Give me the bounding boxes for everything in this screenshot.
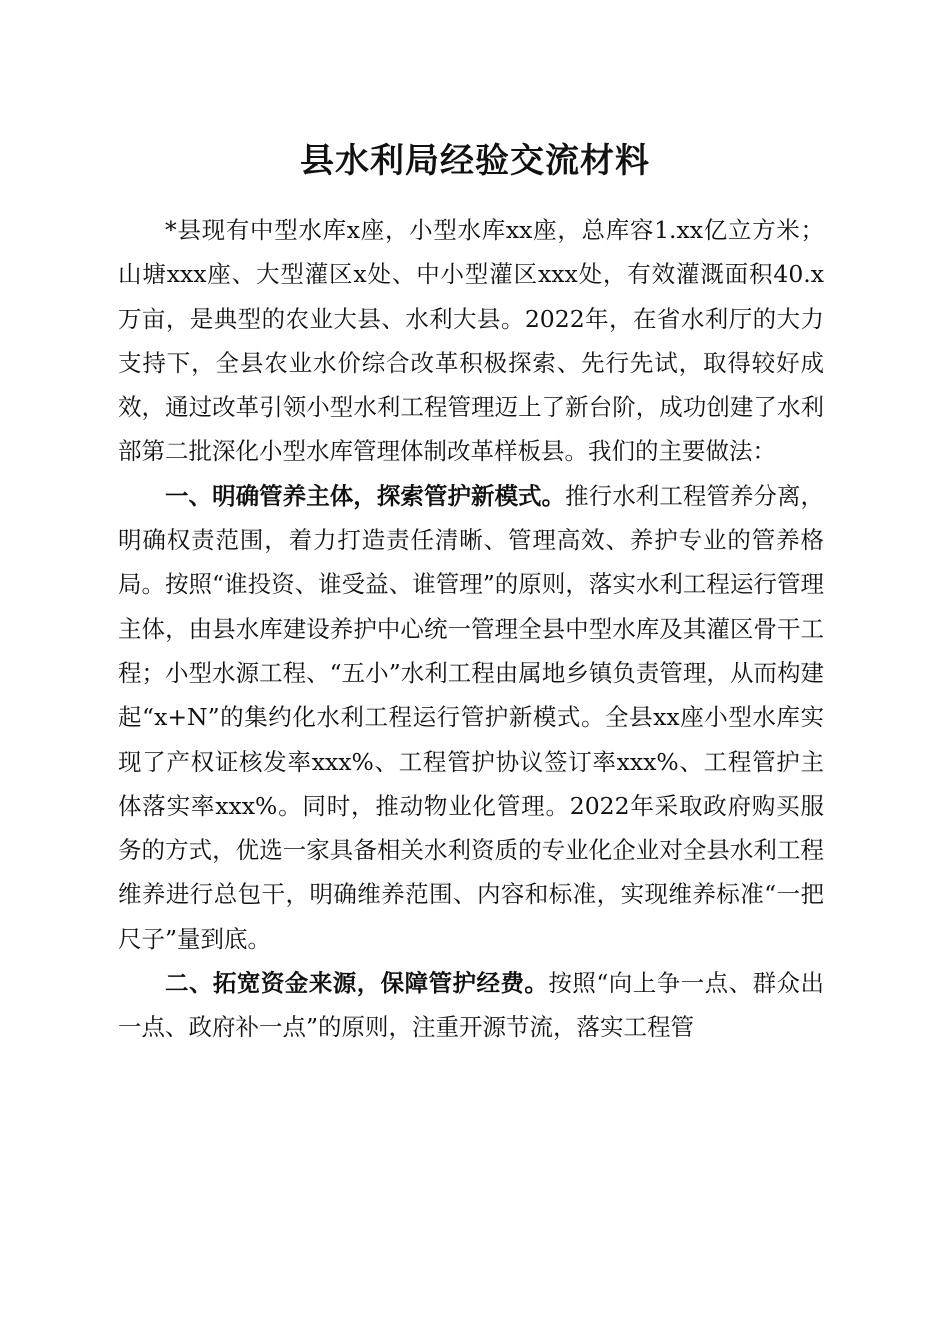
document-body (118, 208, 824, 1050)
paragraph-text: *县现有中型水库x座，小型水库xx座，总库容1.xx亿立方米；山塘xxx座、大型灌区x处、中小型灌区xxx处，有效灌溉面积40.x万亩，是典型的农业大县、水利大县。2022年，在省水利厅的大力支持下，全县农业水价综合改革积极探索、先行先试，取得较好成效，通过改革引领小型水利工程管理迈上了新台阶，成功创建了水利部第二批深化小型水库管理体制改革样板县。我们的主要做法： (118, 216, 824, 466)
section-heading-1: 一、明确管养主体，探索管护新模式。 (165, 481, 566, 510)
paragraph-text: 推行水利工程管养分离，明确权责范围，着力打造责任清晰、管理高效、养护专业的管养格局。按照“谁投资、谁受益、谁管理”的原则，落实水利工程运行管理主体，由县水库建设养护中心统一管理全县中型水库及其灌区骨干工程；小型水源工程、“五小”水利工程由属地乡镇负责管理，从而构建起“x+N”的集约化水利工程运行管护新模式。全县xx座小型水库实现了产权证核发率xxx%、工程管护协议签订率xxx%、工程管护主体落实率xxx%。同时，推动物业化管理。2022年采取政府购买服务的方式，优选一家具备相关水利资质的专业化企业对全县水利工程维养进行总包干，明确维养范围、内容和标准，实现维养标准“一把尺子”量到底。 (118, 481, 825, 953)
document-title: 县水利局经验交流材料 (300, 141, 650, 181)
section-heading-2: 二、拓宽资金来源，保障管护经费。 (165, 969, 549, 998)
paragraph-intro (118, 208, 824, 474)
paragraph-text: 按照“向上争一点、群众出一点、政府补一点”的原则，注重开源节流，落实工程管 (118, 969, 825, 1042)
paragraph-section-1 (118, 474, 824, 961)
paragraph-section-2 (118, 961, 824, 1050)
